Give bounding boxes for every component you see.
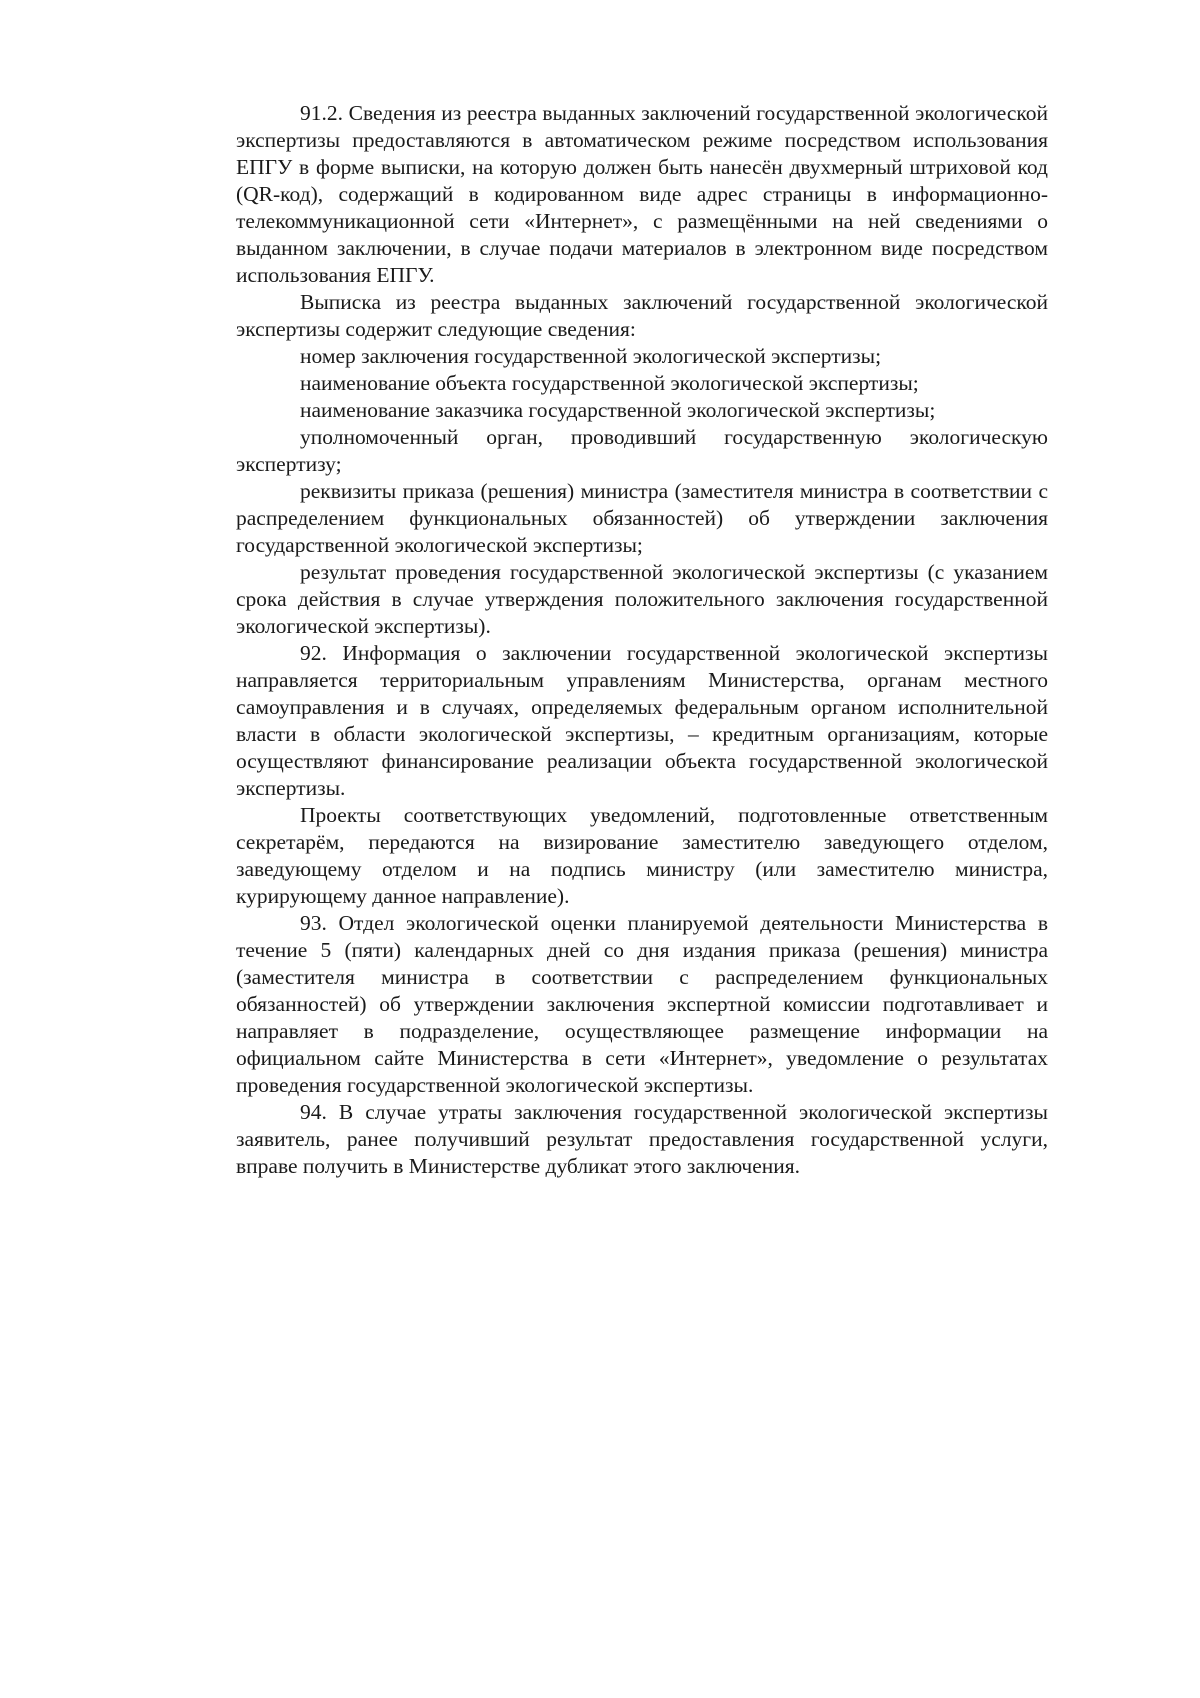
- list-item-authorized-body: уполномоченный орган, проводивший государственную экологическую экспертизу;: [236, 425, 1048, 476]
- list-item-conclusion-number: номер заключения государственной экологической экспертизы;: [300, 344, 882, 368]
- list-item-object-name: наименование объекта государственной экологической экспертизы;: [300, 371, 919, 395]
- list-item-customer-name: наименование заказчика государственной экологической экспертизы;: [300, 398, 936, 422]
- list-item-result: результат проведения государственной экологической экспертизы (с указанием срока действия в случае утверждения положительного заключения государственной экологической экспертизы).: [236, 560, 1048, 638]
- paragraph-extract-intro: Выписка из реестра выданных заключений государственной экологической экспертизы содержит следующие сведения:: [236, 290, 1048, 341]
- document-body: [236, 100, 1048, 1180]
- list-item-order-details: реквизиты приказа (решения) министра (заместителя министра в соответствии с распределением функциональных обязанностей) об утверждении заключения государственной экологической экспертизы;: [236, 479, 1048, 557]
- paragraph-92: 92. Информация о заключении государственной экологической экспертизы направляется территориальным управлениям Министерства, органам местного самоуправления и в случаях, определяемых федеральным органом исполнительной власти в области экологической экспертизы, – кредитным организациям, которые осуществляют финансирование реализации объекта государственной экологической экспертизы.: [236, 641, 1048, 800]
- paragraph-94: 94. В случае утраты заключения государственной экологической экспертизы заявитель, ранее получивший результат предоставления государственной услуги, вправе получить в Министерстве дубликат этого заключения.: [236, 1100, 1048, 1178]
- paragraph-notification-drafts: Проекты соответствующих уведомлений, подготовленные ответственным секретарём, передаются на визирование заместителю заведующего отделом, заведующему отделом и на подпись министру (или заместителю министра, курирующему данное направление).: [236, 803, 1048, 908]
- paragraph-91-2: 91.2. Сведения из реестра выданных заключений государственной экологической экспертизы предоставляются в автоматическом режиме посредством использования ЕПГУ в форме выписки, на которую должен быть нанесён двухмерный штриховой код (QR-код), содержащий в кодированном виде адрес страницы в информационно-телекоммуникационной сети «Интернет», с размещёнными на ней сведениями о выданном заключении, в случае подачи материалов в электронном виде посредством использования ЕПГУ.: [236, 101, 1048, 287]
- paragraph-93: 93. Отдел экологической оценки планируемой деятельности Министерства в течение 5 (пяти) календарных дней со дня издания приказа (решения) министра (заместителя министра в соответствии с распределением функциональных обязанностей) об утверждении заключения экспертной комиссии подготавливает и направляет в подразделение, осуществляющее размещение информации на официальном сайте Министерства в сети «Интернет», уведомление о результатах проведения государственной экологической экспертизы.: [236, 911, 1048, 1097]
